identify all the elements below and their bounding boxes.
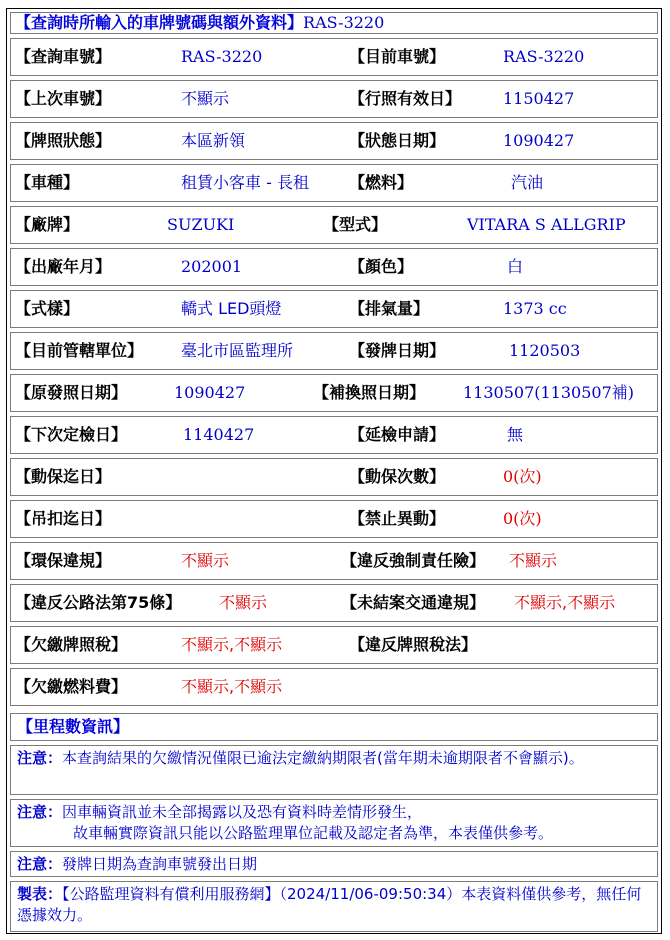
field-label: 【違反強制責任險】	[341, 551, 486, 570]
vehicle-info-table	[6, 8, 662, 934]
field-label: 【欠繳燃料費】	[15, 677, 128, 696]
field-value: 不顯示,不顯示	[514, 593, 616, 612]
info-row	[10, 332, 658, 370]
field-label: 【禁止異動】	[349, 509, 446, 528]
field-value: 無	[507, 425, 524, 444]
field-label: 【目前車號】	[349, 47, 446, 66]
field-label: 【目前管轄單位】	[15, 341, 144, 360]
info-row	[10, 122, 658, 160]
field-value: 不顯示	[181, 89, 230, 108]
field-label: 【原發照日期】	[15, 383, 128, 402]
field-value: 1150427	[503, 89, 575, 108]
field-label: 【吊扣迄日】	[15, 509, 112, 528]
field-label: 【排氣量】	[349, 299, 430, 318]
field-label: 【動保迄日】	[15, 467, 112, 486]
field-label: 【動保次數】	[349, 467, 446, 486]
field-label: 【上次車號】	[15, 89, 112, 108]
field-label: 【發牌日期】	[349, 341, 446, 360]
field-value: 0(次)	[503, 509, 542, 528]
note-text-line1: 因車輛資訊並未全部揭露以及恐有資料時差情形發生，	[62, 803, 423, 821]
field-value: 本區新領	[181, 131, 246, 150]
info-row	[10, 374, 658, 412]
field-value: 轎式 LED頭燈	[181, 299, 282, 318]
field-label: 【型式】	[323, 215, 388, 234]
field-value: RAS-3220	[503, 47, 585, 66]
note-text: 發牌日期為查詢車號發出日期	[62, 855, 258, 873]
info-row	[10, 584, 658, 622]
field-label: 【牌照狀態】	[15, 131, 112, 150]
field-value: 0(次)	[503, 467, 542, 486]
field-value: 1373 cc	[503, 299, 567, 318]
field-value: 白	[507, 257, 524, 276]
field-value: VITARA S ALLGRIP	[467, 215, 626, 234]
field-value: 租賃小客車 - 長租	[181, 173, 309, 192]
info-row	[10, 206, 658, 244]
field-value: 不顯示	[509, 551, 558, 570]
query-title-label: 【查詢時所輸入的車牌號碼與額外資料】	[15, 13, 304, 32]
note-disclaimer	[10, 799, 658, 847]
field-label: 【車種】	[15, 173, 80, 192]
field-label: 【廠牌】	[15, 215, 80, 234]
info-row	[10, 38, 658, 76]
field-value: 1120503	[509, 341, 581, 360]
info-row	[10, 458, 658, 496]
footer-text: 【公路監理資料有償利用服務網】（2024/11/06-09:50:34）本表資料僅供參考，無任何憑據效力。	[17, 885, 642, 924]
note-prefix: 注意：	[17, 803, 63, 821]
field-label: 【式樣】	[15, 299, 80, 318]
field-value: 不顯示	[219, 593, 268, 612]
note-overdue	[10, 745, 658, 795]
field-label: 【欠繳牌照稅】	[15, 635, 128, 654]
field-value: 臺北市區監理所	[181, 341, 294, 360]
note-text: 本查詢結果的欠繳情況僅限已逾法定繳納期限者(當年期未逾期限者不會顯示)。	[62, 749, 584, 767]
field-value: RAS-3220	[181, 47, 263, 66]
field-label: 【狀態日期】	[349, 131, 446, 150]
query-title-bar	[10, 12, 658, 34]
field-label: 【下次定檢日】	[15, 425, 128, 444]
field-label: 【違反公路法第75條】	[15, 593, 182, 612]
field-label: 【出廠年月】	[15, 257, 112, 276]
field-value: 202001	[181, 257, 243, 276]
field-value: 1130507(1130507補)	[463, 383, 635, 402]
field-label: 【查詢車號】	[15, 47, 112, 66]
field-label: 【環保違規】	[15, 551, 112, 570]
field-label: 【行照有效日】	[349, 89, 462, 108]
note-prefix: 注意：	[17, 855, 63, 873]
field-value: SUZUKI	[167, 215, 235, 234]
field-value: 1140427	[183, 425, 255, 444]
info-row	[10, 164, 658, 202]
info-row	[10, 80, 658, 118]
note-text-line2: 故車輛實際資訊只能以公路監理單位記載及認定者為準，本表僅供參考。	[73, 824, 554, 842]
field-label: 【未結案交通違規】	[341, 593, 486, 612]
field-value: 1090427	[174, 383, 246, 402]
field-value: 1090427	[503, 131, 575, 150]
field-label: 【燃料】	[349, 173, 414, 192]
field-label: 【違反牌照稅法】	[349, 635, 478, 654]
field-label: 【顏色】	[349, 257, 414, 276]
field-value: 汽油	[511, 173, 544, 192]
info-row	[10, 542, 658, 580]
info-row	[10, 290, 658, 328]
field-label: 【補換照日期】	[313, 383, 426, 402]
info-row	[10, 500, 658, 538]
footer-source	[10, 881, 658, 932]
info-row	[10, 416, 658, 454]
field-value: 不顯示,不顯示	[181, 635, 283, 654]
footer-prefix: 製表：	[17, 885, 63, 903]
info-row	[10, 668, 658, 706]
info-row	[10, 626, 658, 664]
query-title-plate: RAS-3220	[303, 13, 385, 32]
field-label: 【延檢申請】	[349, 425, 446, 444]
info-row	[10, 248, 658, 286]
mileage-header: 【里程數資訊】	[10, 713, 658, 741]
note-prefix: 注意：	[17, 749, 63, 767]
field-value: 不顯示	[181, 551, 230, 570]
field-value: 不顯示,不顯示	[181, 677, 283, 696]
note-issue-date	[10, 851, 658, 877]
